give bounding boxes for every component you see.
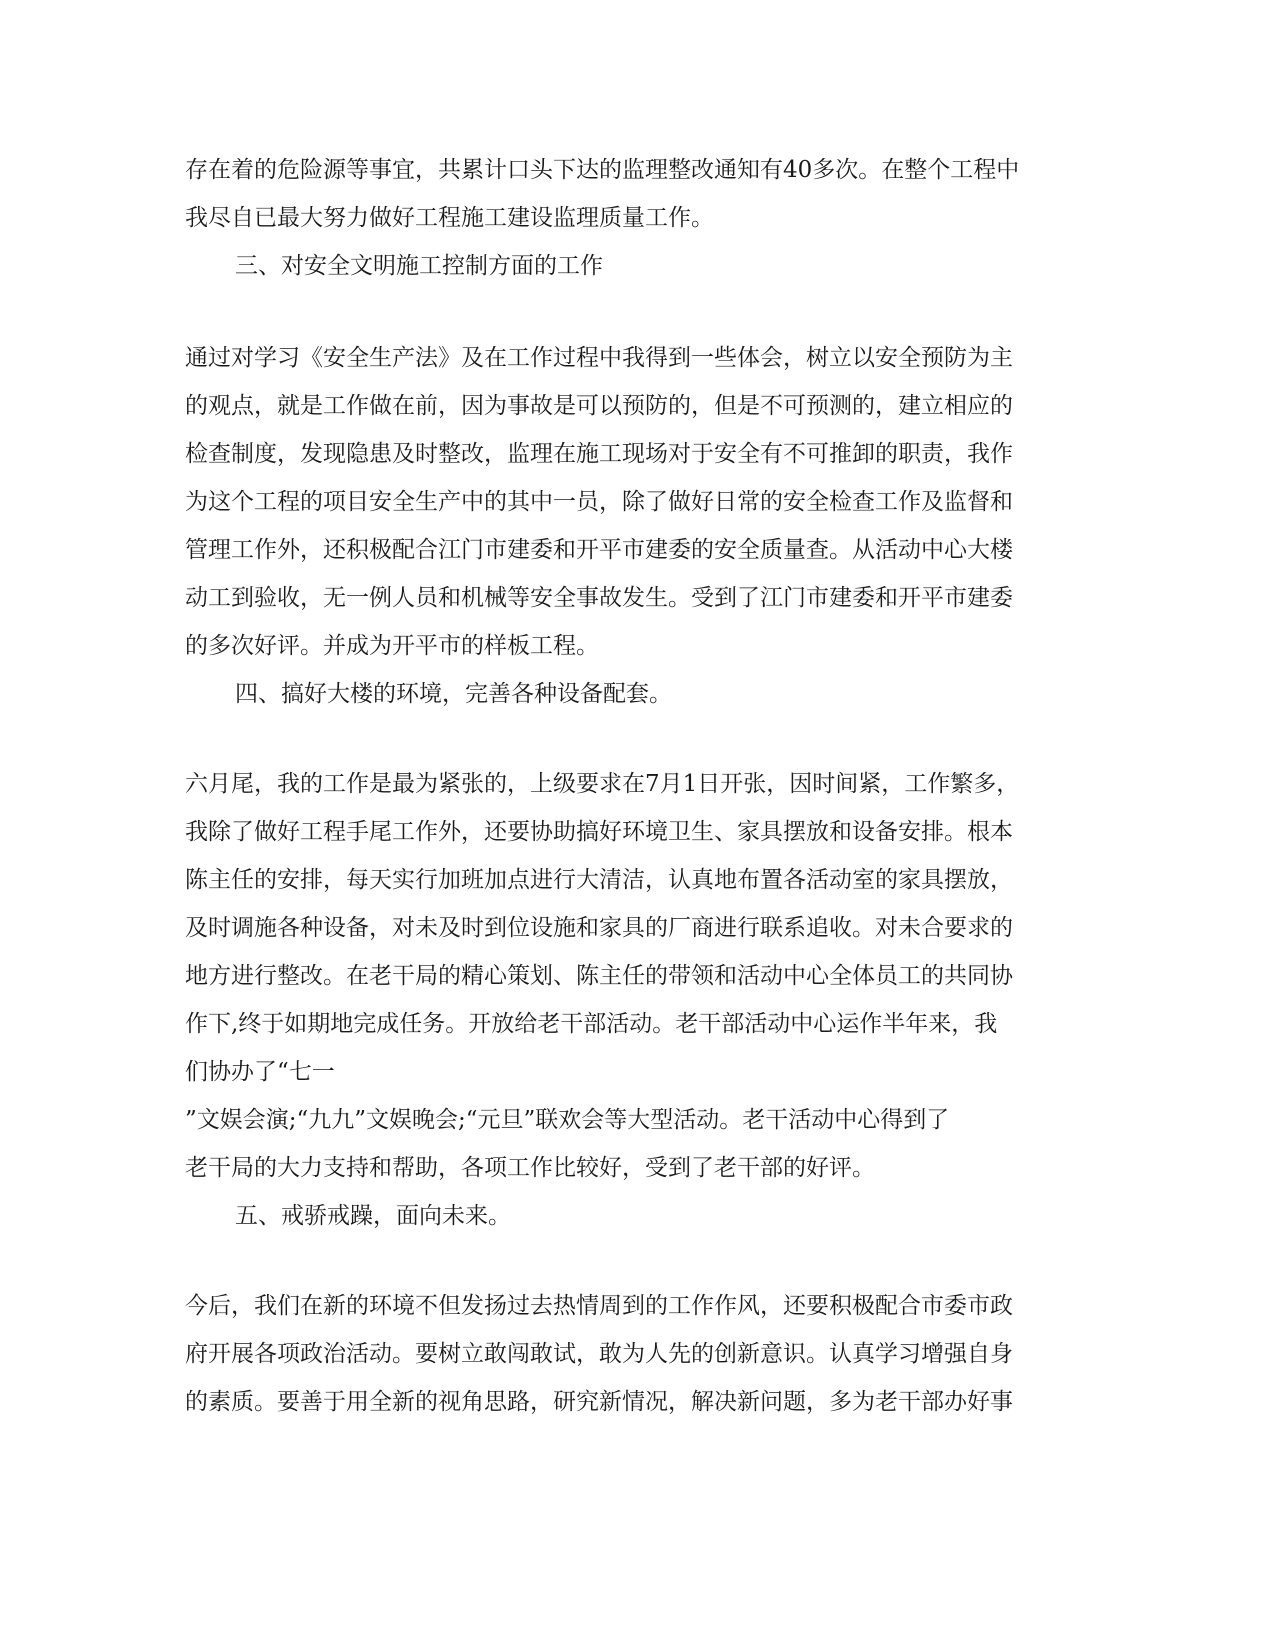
text-line: 为这个工程的项目安全生产中的其中一员，除了做好日常的安全检查工作及监督和 [185, 489, 1013, 515]
text-line: 六月尾，我的工作是最为紧张的，上级要求在7月1日开张，因时间紧，工作繁多， [185, 771, 1020, 797]
section-heading-4: 四、搞好大楼的环境，完善各种设备配套。 [235, 681, 672, 707]
section-heading-3: 三、对安全文明施工控制方面的工作 [235, 253, 603, 279]
paragraph-inspection-summary [185, 146, 1085, 290]
text-line: 府开展各项政治活动。要树立敢闯敢试，敢为人先的创新意识。认真学习增强自身 [185, 1341, 1013, 1367]
text-line: 的观点，就是工作做在前，因为事故是可以预防的，但是不可预测的，建立相应的 [185, 393, 1013, 419]
text-line: 老干局的大力支持和帮助，各项工作比较好，受到了老干部的好评。 [185, 1155, 875, 1181]
paragraph-safety-work [185, 334, 1085, 718]
section-heading-5: 五、戒骄戒躁，面向未来。 [235, 1203, 511, 1229]
paragraph-future-plans [185, 1282, 1085, 1426]
text-line: 的素质。要善于用全新的视角思路，研究新情况，解决新问题，多为老干部办好事 [185, 1389, 1013, 1415]
text-line: 管理工作外，还积极配合江门市建委和开平市建委的安全质量查。从活动中心大楼 [185, 537, 1013, 563]
text-line: ”文娱会演;“九九”文娱晚会;“元旦”联欢会等大型活动。老干活动中心得到了 [185, 1107, 950, 1133]
text-line: 今后，我们在新的环境不但发扬过去热情周到的工作作风，还要积极配合市委市政 [185, 1293, 1013, 1319]
text-line: 检查制度，发现隐患及时整改，监理在施工现场对于安全有不可推卸的职责，我作 [185, 441, 1013, 467]
paragraph-environment-work [185, 760, 1085, 1240]
text-line: 我除了做好工程手尾工作外，还要协助搞好环境卫生、家具摆放和设备安排。根本 [185, 819, 1013, 845]
text-line: 存在着的危险源等事宜，共累计口头下达的监理整改通知有40多次。在整个工程中 [185, 157, 1020, 183]
text-line: 作下,终于如期地完成任务。开放给老干部活动。老干部活动中心运作半年来，我 [185, 1011, 998, 1037]
text-line: 们协办了“七一 [185, 1059, 335, 1085]
text-line: 陈主任的安排，每天实行加班加点进行大清洁，认真地布置各活动室的家具摆放， [185, 867, 1013, 893]
text-line: 及时调施各种设备，对未及时到位设施和家具的厂商进行联系追收。对未合要求的 [185, 915, 1013, 941]
text-line: 的多次好评。并成为开平市的样板工程。 [185, 633, 599, 659]
text-line: 地方进行整改。在老干局的精心策划、陈主任的带领和活动中心全体员工的共同协 [185, 963, 1013, 989]
text-line: 通过对学习《安全生产法》及在工作过程中我得到一些体会，树立以安全预防为主 [185, 345, 1013, 371]
text-line: 我尽自已最大努力做好工程施工建设监理质量工作。 [185, 205, 714, 231]
text-line: 动工到验收，无一例人员和机械等安全事故发生。受到了江门市建委和开平市建委 [185, 585, 1013, 611]
